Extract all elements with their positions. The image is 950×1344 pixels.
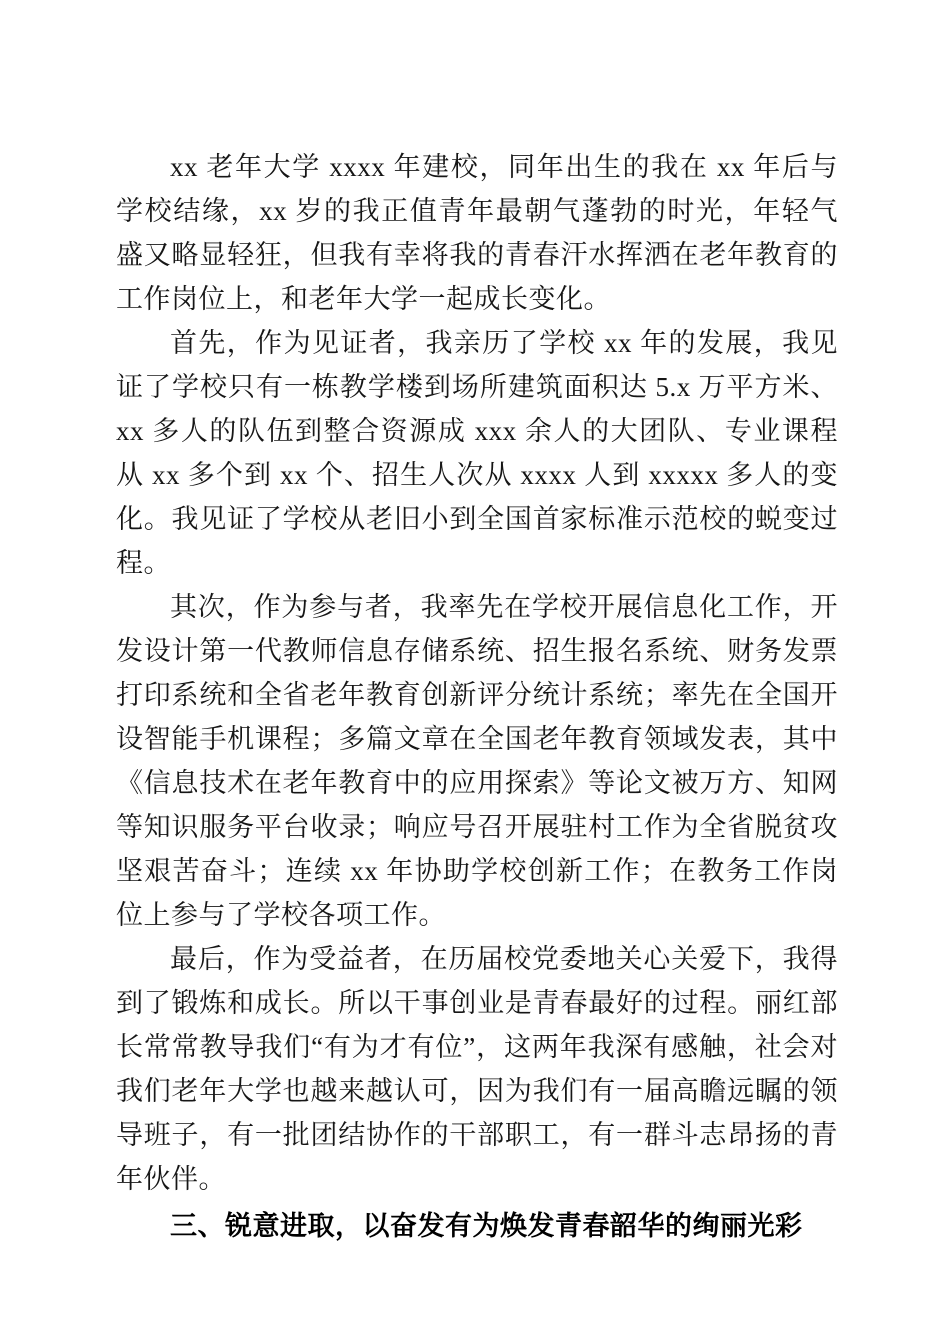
paragraph-beneficiary: 最后，作为受益者，在历届校党委地关心关爱下，我得到了锻炼和成长。所以干事创业是青春最好的过程。丽红部长常常教导我们“有为才有位”，这两年我深有感触，社会对我们老年大学也越来越认可，因为我们有一届高瞻远瞩的领导班子，有一批团结协作的干部职工，有一群斗志昂扬的青年伙伴。 bbox=[116, 944, 838, 1194]
paragraph-school-origin: xx 老年大学 xxxx 年建校，同年出生的我在 xx 年后与学校结缘，xx 岁的我正值青年最朝气蓬勃的时光，年轻气盛又略显轻狂，但我有幸将我的青春汗水挥洒在老年教育的工作岗位上，和老年大学一起成长变化。 bbox=[116, 152, 838, 314]
section-heading-three: 三、锐意进取，以奋发有为焕发青春韶华的绚丽光彩 bbox=[170, 1211, 803, 1241]
paragraph-participant: 其次，作为参与者，我率先在学校开展信息化工作，开发设计第一代教师信息存储系统、招生报名系统、财务发票打印系统和全省老年教育创新评分统计系统；率先在全国开设智能手机课程；多篇文章在全国老年教育领域发表，其中《信息技术在老年教育中的应用探索》等论文被万方、知网等知识服务平台收录；响应号召开展驻村工作为全省脱贫攻坚艰苦奋斗；连续 xx 年协助学校创新工作；在教务工作岗位上参与了学校各项工作。 bbox=[116, 592, 838, 930]
paragraph-witness: 首先，作为见证者，我亲历了学校 xx 年的发展，我见证了学校只有一栋教学楼到场所建筑面积达 5.x 万平方米、xx 多人的队伍到整合资源成 xxx 余人的大团队、专业课程从 xx 多个到 xx 个、招生人次从 xxxx 人到 xxxxx 多人的变化。我见证了学校从老旧小到全国首家标准示范校的蜕变过程。 bbox=[116, 328, 838, 578]
